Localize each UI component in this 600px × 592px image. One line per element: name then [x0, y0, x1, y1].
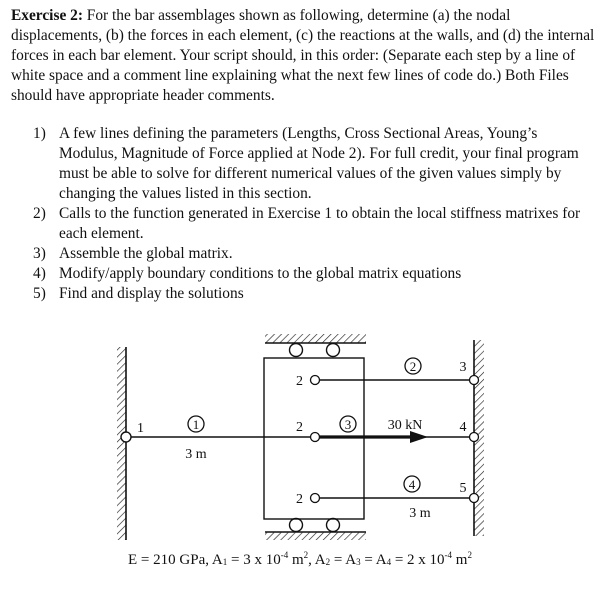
- step-text: Find and display the solutions: [59, 285, 244, 302]
- node-2-mid: [311, 433, 320, 442]
- eq-sup: 2: [467, 550, 472, 560]
- top-roller-support: [265, 334, 366, 357]
- step-number: 1): [33, 125, 46, 142]
- node-2-bot: [311, 494, 320, 503]
- node-2-mid-label: 2: [296, 420, 303, 435]
- left-wall: [117, 347, 126, 540]
- node-4: [470, 433, 479, 442]
- element-4-label: 4: [408, 477, 416, 492]
- element-1-label: 1: [192, 417, 200, 432]
- step-text: Calls to the function generated in Exercise 1 to obtain the local stiffness matrixes for each element.: [59, 205, 581, 242]
- step-number: 3): [33, 245, 46, 262]
- step-text: A few lines defining the parameters (Lengths, Cross Sectional Areas, Young’s Modulus, Magnitude of Force applied at Node 2). For full credit, your final program must be able to solve for different numerical values of the given values simply by changing the values listed in this section.: [59, 125, 579, 202]
- step-text: Modify/apply boundary conditions to the global matrix equations: [59, 265, 462, 282]
- node-2-top-label: 2: [296, 374, 303, 389]
- eq-text: = A: [360, 552, 387, 568]
- node-2-bot-label: 2: [296, 492, 303, 507]
- eq-sub: 1: [222, 557, 228, 567]
- eq-sup: 2: [303, 550, 309, 560]
- eq-text: m: [288, 552, 304, 568]
- eq-text: = 3 x 10: [227, 552, 281, 568]
- eq-sub: 4: [386, 557, 392, 567]
- node-4-label: 4: [459, 420, 467, 435]
- exercise-heading: Exercise 2:: [11, 7, 83, 24]
- node-5-label: 5: [459, 481, 467, 496]
- eq-sup: -4: [280, 550, 289, 560]
- bottom-roller-support: [265, 519, 366, 541]
- eq-sup: -4: [444, 550, 453, 560]
- element-3-label: 3: [344, 417, 352, 432]
- eq-text: = 2 x 10: [391, 552, 445, 568]
- eq-text: m: [452, 552, 468, 568]
- step-number: 5): [33, 285, 46, 302]
- exercise-intro: For the bar assemblages shown as following, determine (a) the nodal displacements, (b) the forces in each element, (c) the reactions at the walls, and (d) the internal forces in each bar element. Your script should, in this order: (Separate each step by a line of white space and a comment line explaining what the next few lines of code do.) Both Files should have appropriate header comments.: [11, 7, 595, 104]
- eq-sub: 2: [325, 557, 331, 567]
- step-number: 4): [33, 265, 46, 282]
- node-1-label: 1: [137, 421, 144, 436]
- node-3: [470, 376, 479, 385]
- node-2-top: [311, 376, 320, 385]
- step-text: Assemble the global matrix.: [59, 245, 233, 262]
- node-5: [470, 494, 479, 503]
- eq-sub: 3: [356, 557, 361, 567]
- element-4-length: 3 m: [409, 506, 431, 521]
- node-1: [121, 432, 131, 442]
- material-properties-equation: [0, 545, 600, 572]
- element-1-length: 3 m: [185, 447, 207, 462]
- element-2-label: 2: [409, 359, 417, 374]
- node-3-label: 3: [459, 360, 467, 375]
- eq-text: , A: [308, 552, 326, 568]
- step-number: 2): [33, 205, 46, 222]
- force-label: 30 kN: [387, 418, 423, 433]
- eq-text: = A: [330, 552, 357, 568]
- eq-text: E = 210 GPa, A: [128, 552, 223, 568]
